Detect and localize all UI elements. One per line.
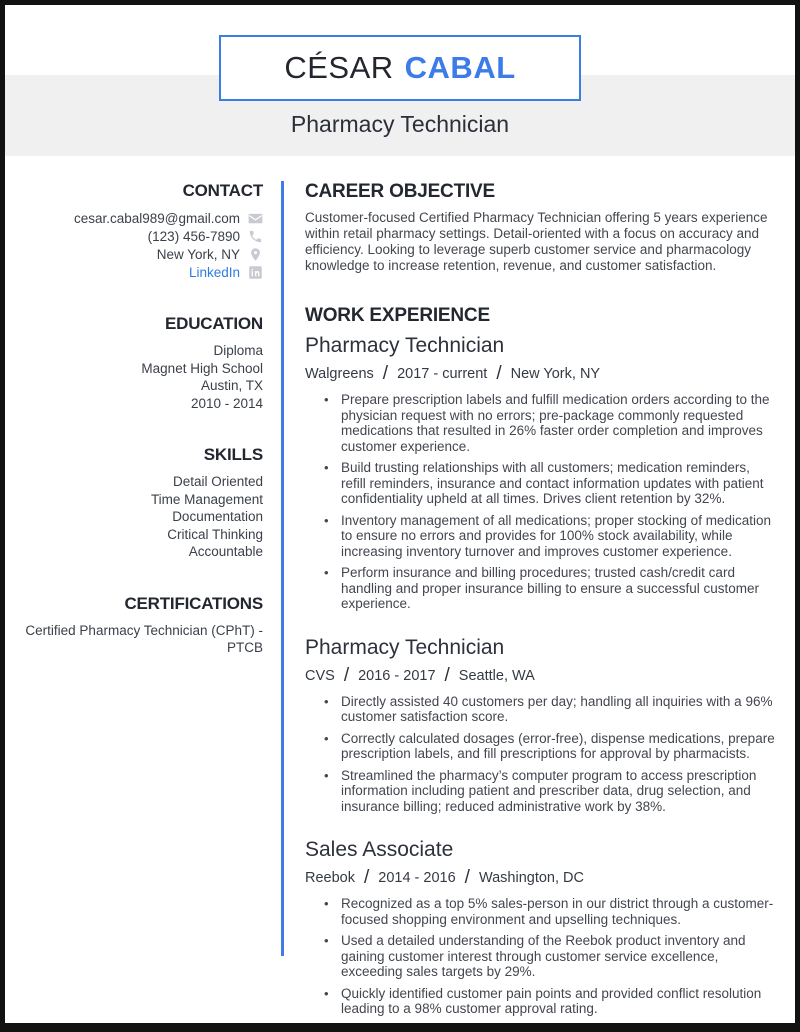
separator-slash: / — [382, 363, 389, 384]
content-columns — [5, 181, 795, 1023]
job-company: Walgreens — [305, 366, 374, 382]
education-location: Austin, TX — [200, 378, 263, 393]
job-title: Pharmacy Technician — [305, 334, 505, 357]
location-pin-icon — [248, 247, 263, 262]
job-bullet: • Used a detailed understanding of the Reebok product inventory and gaining customer interest through customer service excellence, exceeding sales targets by 29%. — [305, 933, 775, 980]
sidebar — [5, 181, 281, 1023]
certifications-section — [5, 594, 263, 657]
job-bullet: • Streamlined the pharmacy’s computer program to access prescription information including patient and prescriber data, drug selection, and insurance billing; reduced administrative work by 38%. — [305, 768, 775, 815]
linkedin-icon — [248, 265, 263, 280]
job-meta — [305, 867, 775, 889]
contact-heading: CONTACT — [182, 181, 263, 200]
contact-location-row — [5, 245, 263, 263]
contact-linkedin-row — [5, 263, 263, 281]
skill-item: Detail Oriented — [172, 474, 263, 489]
certifications-heading: CERTIFICATIONS — [124, 593, 263, 613]
location-text: New York, NY — [156, 246, 240, 262]
phone-text: (123) 456-7890 — [147, 228, 240, 244]
career-objective-heading: CAREER OBJECTIVE — [305, 181, 496, 202]
job-entry — [305, 334, 775, 612]
job-dates: 2016 - 2017 — [358, 667, 436, 684]
first-name: CÉSAR — [284, 50, 394, 85]
contact-phone-row — [5, 227, 263, 245]
separator-slash: / — [496, 363, 502, 384]
job-bullet: • Prepare prescription labels and fulfill medication orders according to the physician request with no errors; pre-package commonly requested medications that resulted in 26% faster order completion and improves customer experience. — [305, 392, 775, 454]
separator-slash: / — [363, 867, 370, 888]
linkedin-link[interactable]: LinkedIn — [188, 264, 240, 280]
contact-email-row — [5, 209, 263, 227]
job-entry — [305, 636, 775, 815]
name-box — [219, 35, 581, 101]
job-bullet: • Build trusting relationships with all customers; medication reminders, refill reminders, insurance and contact information updates with patient confidentiality upheld at all times. Drives client retention by 32%. — [305, 460, 775, 507]
skill-item: Accountable — [188, 544, 263, 559]
resume-page — [5, 5, 795, 1023]
job-company: CVS — [305, 667, 335, 684]
job-company: Reebok — [305, 870, 355, 886]
job-bullet: • Quickly identified customer pain points and provided conflict resolution leading to a 98% customer approval rating. — [305, 986, 775, 1017]
page-title: Pharmacy Technician — [290, 111, 510, 137]
education-section — [5, 314, 263, 412]
job-bullet: • Directly assisted 40 customers per day; handling all inquiries with a 96% customer satisfaction score. — [305, 694, 775, 725]
main-column — [284, 181, 795, 1023]
education-heading: EDUCATION — [165, 314, 263, 333]
job-bullets — [305, 694, 775, 815]
job-bullet: • Correctly calculated dosages (error-free), dispense medications, prepare prescription labels, and fill prescriptions for approval by pharmacists. — [305, 731, 775, 762]
job-meta — [305, 665, 775, 687]
job-entry — [305, 838, 775, 1017]
skill-item: Time Management — [150, 491, 263, 507]
job-title: Sales Associate — [305, 838, 454, 861]
separator-slash: / — [343, 664, 350, 686]
phone-icon — [248, 229, 263, 244]
email-text: cesar.cabal989@gmail.com — [73, 210, 240, 226]
envelope-icon — [248, 211, 263, 226]
skills-section — [5, 445, 263, 561]
job-bullets — [305, 896, 775, 1017]
work-experience-section — [305, 305, 775, 1017]
job-location: New York, NY — [510, 366, 601, 382]
work-experience-heading: WORK EXPERIENCE — [305, 305, 490, 326]
last-name: CABAL — [404, 50, 516, 85]
skills-heading: SKILLS — [203, 445, 263, 464]
separator-slash: / — [464, 867, 470, 888]
job-dates: 2017 - current — [397, 366, 488, 382]
job-meta — [305, 363, 775, 385]
job-bullet: • Recognized as a top 5% sales-person in our district through a customer-focused shopping environment and upselling techniques. — [305, 896, 775, 927]
job-dates: 2014 - 2016 — [378, 870, 456, 886]
job-bullet: • Inventory management of all medications; proper stocking of medication to ensure no errors and provides for 100% stock availability, while increasing inventory turnover and improves customer experience. — [305, 513, 775, 560]
career-objective-section — [305, 181, 775, 274]
job-location: Seattle, WA — [458, 667, 535, 684]
job-location: Washington, DC — [478, 870, 584, 886]
certification-item: Certified Pharmacy Technician (CPhT) - PTCB — [25, 622, 263, 655]
career-objective-text: Customer-focused Certified Pharmacy Technician offering 5 years experience within retail pharmacy settings. Detail-oriented with a focus on accuracy and efficiency. Looking to leverage superb customer service and pharmacology knowledge to increase retention, revenue, and customer satisfaction. — [305, 210, 768, 273]
education-school: Magnet High School — [141, 360, 263, 376]
job-bullet: • Perform insurance and billing procedures; trusted cash/credit card handling and proper insurance billing to ensure a successful customer experience. — [305, 565, 775, 612]
job-bullets — [305, 392, 775, 612]
contact-section — [5, 181, 263, 281]
skill-item: Critical Thinking — [167, 526, 263, 542]
education-degree: Diploma — [213, 343, 263, 358]
job-title: Pharmacy Technician — [305, 635, 505, 659]
separator-slash: / — [444, 664, 450, 686]
skill-item: Documentation — [172, 509, 263, 524]
education-dates: 2010 - 2014 — [190, 395, 263, 411]
